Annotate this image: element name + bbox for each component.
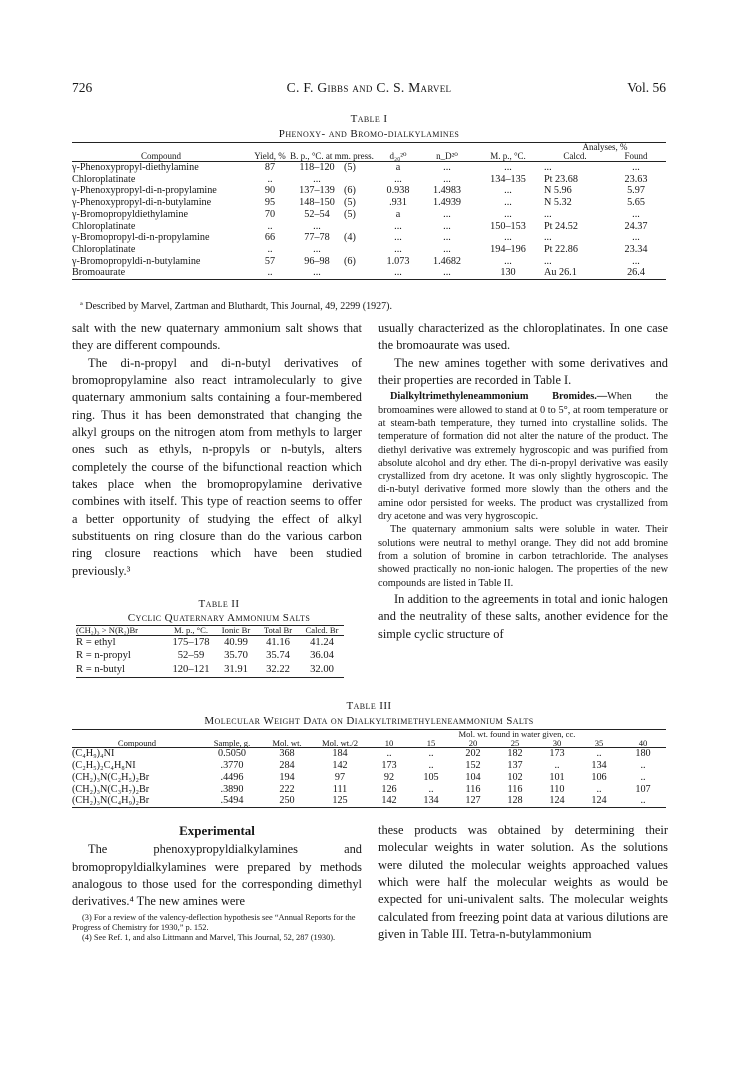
table-cell: 127 xyxy=(465,795,481,807)
table-cell: 1.073 xyxy=(386,255,410,267)
compound-name: γ-Bromopropyldi-n-butylamine xyxy=(72,255,201,267)
table-cell: (6) xyxy=(344,255,356,267)
table-cell: .3890 xyxy=(220,783,244,795)
table-cell: ... xyxy=(504,197,512,209)
table3-header: 25 xyxy=(510,737,520,748)
table-cell: 125 xyxy=(332,795,348,807)
table-cell: 77–78 xyxy=(304,232,330,244)
table-cell: ... xyxy=(632,208,640,220)
table-cell: ... xyxy=(394,243,402,255)
table-row xyxy=(72,748,666,760)
table-cell: 101 xyxy=(549,771,565,783)
table-cell: 126 xyxy=(381,783,397,795)
table-cell: .. xyxy=(596,748,602,760)
table-cell: 130 xyxy=(500,267,516,279)
table2-header: Ionic Br xyxy=(221,625,251,635)
table-cell: .. xyxy=(267,243,273,255)
right-column xyxy=(378,320,668,643)
table-cell xyxy=(344,267,374,279)
table-cell: ... xyxy=(443,162,451,173)
table2-caption: Table II xyxy=(198,598,240,610)
table1-header: d₂₀²⁰ xyxy=(389,151,407,161)
table-cell: R = n-propyl xyxy=(76,650,131,662)
table-cell: 194–196 xyxy=(490,243,526,255)
compound-name: Bromoaurate xyxy=(72,267,126,279)
table3-title: Molecular Weight Data on Dialkyltrimethyleneammonium Salts xyxy=(204,715,534,727)
table-cell: ... xyxy=(443,173,451,185)
table2-header: Calcd. Br xyxy=(305,625,339,635)
table-cell: 32.22 xyxy=(266,664,290,675)
table-cell: 35.70 xyxy=(224,650,248,662)
table-cell: .. xyxy=(267,220,273,232)
table-cell: ... xyxy=(504,208,512,220)
paragraph: The di-n-propyl and di-n-butyl derivatives of bromopropylamine also react intramolecularly to give quaternary ammonium salts containing a four-membered ring. Thus it has been demonstrated that changing the alkyl groups on the nitrogen atom from methyls to larger ones such as ethyls, n-propyls or n-butyls, alters completely the course of the bifunctional reaction which takes place when the bromopropylamine derivative combines with itself. This type of reaction seems to offer a better opportunity of studying the effect of alkyl substituents on ring closure than do the various carbon ring closure reactions which have been studied previously.³ xyxy=(72,355,362,578)
table-cell: 134–135 xyxy=(490,173,526,185)
table-cell xyxy=(344,221,374,233)
table-cell: 118–120 xyxy=(299,162,335,173)
table-cell: .. xyxy=(267,267,273,279)
table-cell: 134 xyxy=(423,795,439,807)
table-cell: 57 xyxy=(264,255,276,267)
compound-formula: (C₂H₅)₂C₄H₈NI xyxy=(72,759,136,771)
table-row xyxy=(72,232,666,244)
table1 xyxy=(72,142,666,280)
table-cell: ... xyxy=(313,173,321,185)
table-cell: ... xyxy=(394,173,402,185)
table-cell: ... xyxy=(443,232,451,244)
table-cell: 284 xyxy=(279,759,295,771)
table-row xyxy=(72,244,666,256)
table-cell: 202 xyxy=(465,748,481,760)
paragraph: The quaternary ammonium salts were soluble in water. Their solutions were neutral to methyl orange. They did not add bromine from a solution of bromine in carbon tetrachloride. The analyses showed practically no non-ionic halogen. The properties of the new compounds are listed in Table II. xyxy=(378,524,668,589)
table-row xyxy=(72,760,666,772)
volume-label: Vol. 56 xyxy=(627,80,666,95)
table-cell: .. xyxy=(640,759,646,771)
table-cell: ... xyxy=(394,220,402,232)
table-cell: 24.37 xyxy=(624,220,648,232)
compound-formula: (CH₂)₃N(C₂H₅)₂Br xyxy=(72,771,150,783)
table-cell: 180 xyxy=(635,748,651,760)
table-cell: 173 xyxy=(381,759,397,771)
table-cell: 23.34 xyxy=(624,243,648,255)
table-cell: 250 xyxy=(279,795,295,807)
footnotes xyxy=(72,913,362,943)
table-cell: ... xyxy=(544,232,552,244)
table-cell: 31.91 xyxy=(224,664,248,675)
table-cell: 137 xyxy=(507,759,523,771)
experimental-detail xyxy=(378,390,668,589)
table3-header: Sample, g. xyxy=(213,737,251,748)
table-cell: 41.16 xyxy=(266,636,290,648)
table-cell: .. xyxy=(267,173,273,185)
table-cell: 107 xyxy=(635,783,651,795)
table-cell: ... xyxy=(313,267,321,279)
table-cell: ... xyxy=(544,162,552,173)
table-cell: .. xyxy=(428,748,434,760)
table2-header: Total Br xyxy=(263,625,293,635)
table-cell: 90 xyxy=(264,185,276,197)
table3-header: Mol. wt. found in water given, cc. xyxy=(458,729,576,739)
paragraph: When the bromoamines were allowed to stand at 0 to 5°, at room temperature or at steam-bath temperature, they turned into crystalline solids. The temperature of formation did not alter the nature of the product. The diethyl derivative was extremely hygroscopic and was purified from absolute alcohol and dry ether. The di-n-propyl derivative was easily crystallized from dry acetone. It was only slightly hygroscopic. The di-n-butyl derivative formed more slowly than the others and the amine odor persisted for weeks. The product was crystallized from dry acetone and was very hygroscopic. xyxy=(378,391,668,523)
paragraph: usually characterized as the chloroplatinates. In one case the bromoaurate was used. xyxy=(378,321,668,353)
table-cell: ... xyxy=(443,220,451,232)
compound-name: Chloroplatinate xyxy=(72,173,136,185)
table3-header: 35 xyxy=(594,737,604,748)
table-cell: 182 xyxy=(507,748,523,760)
table2-header: M. p., °C. xyxy=(174,625,208,635)
table-cell: 1.4939 xyxy=(432,197,461,209)
table-cell: .3770 xyxy=(220,759,244,771)
compound-name: γ-Bromopropyl-di-n-propylamine xyxy=(72,232,210,244)
table-cell: 175–178 xyxy=(172,636,210,648)
running-header xyxy=(72,80,666,98)
table-cell: 36.04 xyxy=(310,650,334,662)
compound-name: γ-Phenoxypropyl-diethylamine xyxy=(72,162,199,173)
table-cell: .. xyxy=(428,783,434,795)
table1-header: n_D²⁰ xyxy=(436,151,458,161)
table-row xyxy=(72,162,666,174)
table-cell: 26.4 xyxy=(627,267,645,279)
table1-header: B. p., °C. at mm. press. xyxy=(290,151,374,161)
running-authors: C. F. Gibbs and C. S. Marvel xyxy=(286,80,452,95)
table-cell: 150–153 xyxy=(490,220,526,232)
table-cell: ... xyxy=(504,185,512,197)
table-cell: ... xyxy=(443,243,451,255)
table-cell: ... xyxy=(632,232,640,244)
table-cell: 152 xyxy=(465,759,481,771)
compound-formula: (C₄H₉)₄NI xyxy=(72,748,115,760)
table-cell: ... xyxy=(504,162,512,173)
table-cell: (5) xyxy=(344,208,356,220)
footnote: (4) See Ref. 1, and also Littmann and Marvel, This Journal, 52, 287 (1930). xyxy=(82,932,336,942)
table-cell: ... xyxy=(544,208,552,220)
table-cell: 124 xyxy=(549,795,565,807)
table-cell: ... xyxy=(394,232,402,244)
table-cell: 0.938 xyxy=(386,185,410,197)
table-cell: 116 xyxy=(465,783,481,795)
table-cell: 173 xyxy=(549,748,565,760)
table-cell: 148–150 xyxy=(299,197,335,209)
table1-footnote: ª Described by Marvel, Zartman and Bluthardt, This Journal, 49, 2299 (1927). xyxy=(80,301,392,312)
table-cell: ... xyxy=(504,232,512,244)
table-cell: .. xyxy=(554,759,560,771)
table3-header: Mol. wt./2 xyxy=(321,737,359,748)
table-cell: 1.4983 xyxy=(432,185,461,197)
table1-caption: Table I xyxy=(350,113,388,125)
table-cell: 52–59 xyxy=(177,650,205,662)
table-row xyxy=(72,256,666,268)
table-row xyxy=(76,663,344,677)
table-cell: 97 xyxy=(334,771,346,783)
table3 xyxy=(72,729,666,808)
footnote: (3) For a review of the valency-deflection hypothesis see “Annual Reports for the Progress of Chemistry for 1930,” p. 152. xyxy=(72,912,356,932)
table-cell: N 5.96 xyxy=(544,185,572,197)
table2 xyxy=(76,625,344,678)
table-cell: 5.97 xyxy=(627,185,645,197)
table3-header: 10 xyxy=(384,737,394,748)
compound-formula: (CH₂)₃N(C₃H₇)₂Br xyxy=(72,783,150,795)
table-cell xyxy=(344,174,374,186)
table-cell: Pt 22.86 xyxy=(544,243,578,255)
table-cell: (6) xyxy=(344,185,356,197)
table-cell: R = ethyl xyxy=(76,636,116,648)
left-column xyxy=(72,320,362,580)
table-cell: N 5.32 xyxy=(544,197,572,209)
table-cell: (4) xyxy=(344,232,356,244)
table-cell: ... xyxy=(443,208,451,220)
experimental-section xyxy=(72,822,362,943)
table-cell: 52–54 xyxy=(304,208,330,220)
table-cell: 23.63 xyxy=(624,173,648,185)
page-number: 726 xyxy=(72,80,93,95)
table-cell: 184 xyxy=(332,748,348,760)
table-row xyxy=(72,221,666,233)
table-cell: 128 xyxy=(507,795,523,807)
table-row xyxy=(72,267,666,279)
table-cell: (5) xyxy=(344,162,356,173)
table1-header: Analyses, % xyxy=(582,142,628,152)
table-cell: 134 xyxy=(591,759,607,771)
table-cell: ... xyxy=(443,267,451,279)
table3-header: 30 xyxy=(552,737,562,748)
compound-name: Chloroplatinate xyxy=(72,220,136,232)
section-heading: Experimental xyxy=(179,823,255,838)
table-cell: .5494 xyxy=(220,795,244,807)
table-cell: 104 xyxy=(465,771,481,783)
paragraph: The new amines together with some derivatives and their properties are recorded in Table I. xyxy=(378,355,668,388)
table-cell: 124 xyxy=(591,795,607,807)
table-cell: 110 xyxy=(549,783,565,795)
table-cell: 102 xyxy=(507,771,523,783)
table-cell: 95 xyxy=(264,197,276,209)
table-row xyxy=(72,197,666,209)
table-cell: 70 xyxy=(264,208,276,220)
table-cell xyxy=(344,244,374,256)
compound-name: Chloroplatinate xyxy=(72,243,136,255)
table-cell: 96–98 xyxy=(304,255,330,267)
table-row xyxy=(72,209,666,221)
table-cell: 368 xyxy=(279,748,295,760)
table1-header: M. p., °C. xyxy=(490,151,526,161)
table1-header: Yield, % xyxy=(254,151,286,161)
table3-header: Mol. wt. xyxy=(272,737,302,748)
table-cell: Pt 24.52 xyxy=(544,220,578,232)
table-cell: ... xyxy=(632,162,640,173)
table-cell: .. xyxy=(640,795,646,807)
table-cell: 142 xyxy=(332,759,348,771)
table-cell: ... xyxy=(632,255,640,267)
table-cell: 194 xyxy=(279,771,295,783)
right-bottom-column xyxy=(378,822,668,943)
table-cell: (5) xyxy=(344,197,356,209)
table-cell: ... xyxy=(313,220,321,232)
table-cell: ... xyxy=(544,255,552,267)
table-cell: 222 xyxy=(279,783,295,795)
table-row xyxy=(72,772,666,784)
table-cell: a xyxy=(395,162,401,173)
table3-caption: Table III xyxy=(346,700,392,712)
table-cell: ... xyxy=(313,243,321,255)
table-cell: R = n-butyl xyxy=(76,664,125,675)
table-cell: 137–139 xyxy=(299,185,335,197)
compound-name: γ-Bromopropyldiethylamine xyxy=(72,208,188,220)
table-row xyxy=(72,795,666,807)
table3-header: 20 xyxy=(468,737,478,748)
table-cell: .931 xyxy=(389,197,407,209)
table2-title: Cyclic Quaternary Ammonium Salts xyxy=(127,612,311,624)
table-row xyxy=(72,185,666,197)
table-row xyxy=(72,784,666,796)
table-cell: 92 xyxy=(383,771,395,783)
table-cell: 0.5050 xyxy=(217,748,246,760)
table-cell: 120–121 xyxy=(172,664,210,675)
table-row xyxy=(76,635,344,649)
run-in-heading: Dialkyltrimethyleneammonium Bromides.— xyxy=(390,391,608,403)
table-cell: 40.99 xyxy=(224,636,248,648)
paragraph: The phenoxypropyldialkylamines and bromopropyldialkylamines were prepared by methods analogous to those used for the corresponding dimethyl derivatives.⁴ The new amines were xyxy=(72,842,362,909)
table-cell: 106 xyxy=(591,771,607,783)
compound-name: γ-Phenoxypropyl-di-n-butylamine xyxy=(72,197,212,209)
table-cell: 87 xyxy=(264,162,276,173)
table-cell: .. xyxy=(640,771,646,783)
table1-header: Compound xyxy=(140,151,181,161)
table-cell: Au 26.1 xyxy=(544,267,577,279)
table-cell: Pt 23.68 xyxy=(544,173,578,185)
table1-header: Found xyxy=(624,151,648,161)
table-cell: a xyxy=(395,208,401,220)
table-cell: 111 xyxy=(332,783,348,795)
table3-header: Compound xyxy=(117,737,157,748)
table1-title: Phenoxy- and Bromo-dialkylamines xyxy=(278,128,460,140)
table-cell: 32.00 xyxy=(310,664,334,675)
table-cell: ... xyxy=(504,255,512,267)
table-cell: 35.74 xyxy=(266,650,290,662)
table1-header: Calcd. xyxy=(563,151,587,161)
table-cell: .. xyxy=(386,748,392,760)
table-cell: 105 xyxy=(423,771,439,783)
table3-header: 40 xyxy=(638,737,648,748)
table-cell: .. xyxy=(596,783,602,795)
paragraph: In addition to the agreements in total and ionic halogen and the neutrality of these salts, another evidence for the simple cyclic structure of xyxy=(378,591,668,641)
table-cell: 1.4682 xyxy=(432,255,461,267)
paragraph: salt with the new quaternary ammonium salt shows that they are different compounds. xyxy=(72,321,362,353)
table-cell: .. xyxy=(428,759,434,771)
paragraph: these products was obtained by determining their molecular weights in water solution. As the solutions were diluted the molecular weights approached values which were half the molecular weights as would be expected for uni-univalent salts. The molecular weights calculated from freezing point data at various dilutions are given in Table III. Tetra-n-butylammonium xyxy=(378,823,668,942)
table-cell: 41.24 xyxy=(310,636,334,648)
table-cell: ... xyxy=(394,267,402,279)
table-cell: 142 xyxy=(381,795,397,807)
table-cell: 66 xyxy=(264,232,276,244)
table-row xyxy=(76,649,344,663)
table2-header: (CH₂)₃ > N(R₂)Br xyxy=(76,625,139,635)
table-cell: 116 xyxy=(507,783,523,795)
compound-name: γ-Phenoxypropyl-di-n-propylamine xyxy=(72,185,217,197)
table-row xyxy=(72,174,666,186)
table-cell: 5.65 xyxy=(627,197,645,209)
table-cell: .4496 xyxy=(220,771,244,783)
compound-formula: (CH₂)₃N(C₄H₉)₂Br xyxy=(72,795,150,807)
table3-header: 15 xyxy=(426,737,436,748)
